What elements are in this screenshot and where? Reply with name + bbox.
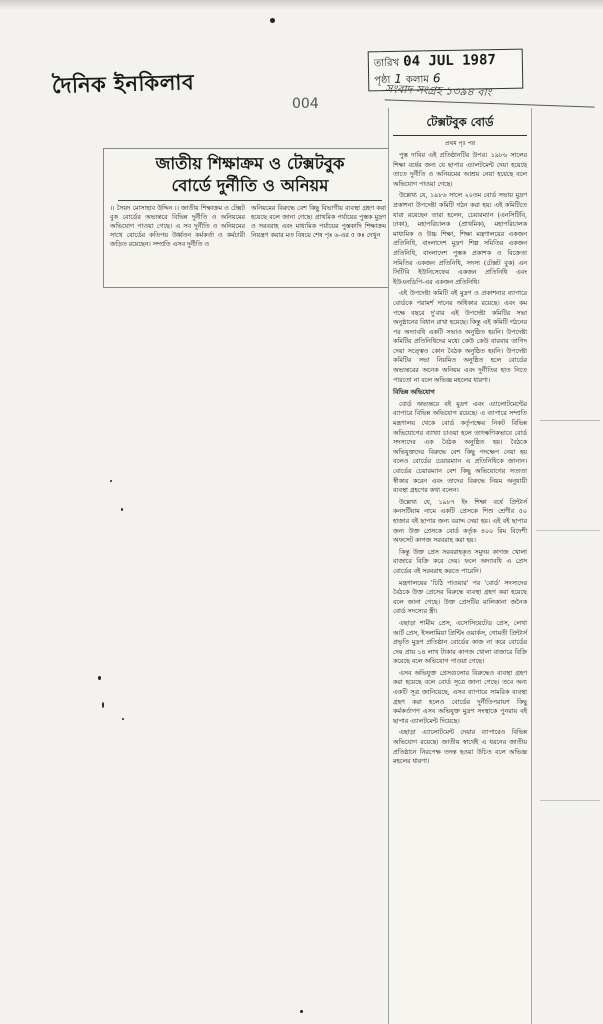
handwritten-note: সংবাদ সংগ্রহ ১৩৯৪ বাং [385, 80, 596, 107]
stamp-date-label: তারিখ [373, 57, 400, 70]
left-article-clipping [103, 148, 391, 288]
article-paragraph: এই উপদেষ্টা কমিটি বই মুদ্রণ ও প্রকাশনার ব্যাপারে বোর্ডকে পরামর্শ দানের অধিকার রয়েছে। এবং কম পক্ষে বছরে দু'বার এই উপদেষ্টা কমিটির সভা অনুষ্ঠানের বিধান রাখা হয়েছে। কিন্তু এই কমিটি গঠনের পর অদ্যাবধি একটি সভাও অনুষ্ঠিত হয়নি। উপদেষ্টা কমিটির প্রতিনিধিদের মধ্যে কেউ কেউ বারবার তাগিদ দেয়া সত্ত্বেও কোন বৈঠক অনুষ্ঠিত হয়নি। উপদেষ্টা কমিটির সভা নিয়মিত অনুষ্ঠিত হলে বোর্ডের অভ্যন্তরের অনেক অনিয়ম এবং দুর্নীতির হাত নিতে পারতো না বলে অভিজ্ঞ মহলের ধারণা। [393, 290, 527, 384]
article-paragraph: উল্লেখ্য যে, ১৯৮৬ সালে ২০তম বোর্ড সভায় মুদ্রণ প্রকাশনা উপদেষ্টা কমিটি গঠন করা হয়। এই কমিটিতে যারা রয়েছেন তারা হলেন, চেয়ারম্যান (এনসিটিবি, ঢাকা), মহাপরিচালক (প্রাথমিক), মহাপরিচালক মাধ্যমিক ও উচ্চ শিক্ষা, শিক্ষা মন্ত্রণালয়ের একজন প্রতিনিধি, বাংলাদেশ মুদ্রণ শিল্প সমিতির একজন প্রতিনিধি, বাংলাদেশ পুস্তক প্রকাশক ও বিক্রেতা সমিতির একজন প্রতিনিধি, সদস্য (টেক্সট বুক) এন সিটিবি ইউনিসেফের একজন প্রতিনিধি এবং ইউএনডিপি-এর একজন প্রতিনিধি। [393, 192, 527, 286]
article-paragraph: মন্ত্রণালয়ের 'চিঠি পাওয়ার' পর 'বোর্ড' সদস্যদের বৈঠকে উক্ত প্রেসের বিরুদ্ধে ব্যবস্থা গ্রহণ করা হয়েছে বলে জানা গেছে। উক্ত প্রেসটির মালিকানা জনৈক বোর্ড সদস্যের স্ত্রী। [393, 579, 527, 616]
article-paragraph: কিন্তু উক্ত প্রেস সরবরাহকৃত সমুদয় কাগজ খোলা বাজারে বিক্রি করে দেয়। ফলে অদ্যাবধি এ প্রেস বোর্ডের বই সরবরাহ করতে পারেনি। [393, 548, 527, 575]
right-article-body [389, 151, 531, 767]
right-article-headline: টেক্সটবুক বোর্ড [393, 114, 527, 136]
scan-edge-dash [540, 420, 600, 421]
left-article-column-1: ।। সৈয়দ মোসাহাব উদ্দিন ।। জাতীয় শিক্ষাক্রম ও টেক্সট বুক বোর্ডের অভ্যন্তরে বিভিন্ন দুর্নীতি ও অনিয়মের অভিযোগ পাওয়া গেছে। এ সব দুর্নীতি ও অনিয়মের সাথে বোর্ডের কতিপয় উর্ধ্বতন কর্মকর্তা ও কর্মচারী জড়িত রয়েছেন। সম্প্রতি এসব দুর্নীতি ও [110, 205, 245, 248]
scan-speck [270, 18, 275, 23]
right-article-clipping [388, 108, 532, 1024]
article-paragraph: এছাড়া শামীম প্রেস, এসোসিয়েটেড প্রেস, লেখা আর্ট প্রেস, ইসলামিয়া প্রিন্টিং ওয়ার্কস, গোমতী প্রিন্টার্স প্রভৃতি মুদ্রণ প্রতিষ্ঠান বোর্ডের কাজ না করে বোর্ডের দেয় প্রায় ১৪ লাখ টাকার কাগজ খোলা বাজারে বিক্রি করেছে বলে অভিযোগ পাওয়া গেছে। [393, 619, 527, 666]
article-paragraph: এছাড়া এ্যালোটমেন্ট দেয়ার ব্যাপারেও বিভিন্ন অভিযোগ রয়েছে। জাতীয় স্বার্থেই এ ধরনের জাতীয় প্রতিষ্ঠানে নিরপেক্ষ তদন্ত হওয়া উচিত বলে অভিজ্ঞ মহলের ধারণা। [393, 729, 527, 766]
handwritten-page-mark: 004 [292, 96, 319, 112]
headline-line-2: বোর্ডে দুর্নীতি ও অনিয়ম [171, 176, 329, 195]
scan-edge-dash [540, 800, 600, 801]
article-paragraph: উল্লেখ্য যে, ১৯৮৭ ইং শিক্ষা বর্ষে প্রিন্টার্স কনসর্টিয়াম নামে একটি প্রেসকে শিশু শ্রেণীর ৫০ হাজার বই ছাপার জন্য বরাদ্দ দেয়া হয়। এই বই ছাপার জন্য উক্ত প্রেসকে বোর্ড কর্তৃক ৪০০ রিম বিদেশী অফসেট কাগজ সরবরাহ করা হয়। [393, 498, 527, 545]
scan-speck [300, 1010, 303, 1013]
stamp-date: 04 JUL 1987 [403, 52, 497, 70]
headline-line-1: জাতীয় শিক্ষাক্রম ও টেক্সটবুক [155, 154, 345, 173]
article-subheading: বিভিন্ন অভিযোগ [393, 389, 435, 397]
newspaper-masthead: দৈনিক ইনকিলাব [51, 69, 195, 98]
left-article-column-2: অনিয়মের বিরুদ্ধে বেশ কিছু বিভাগীয় ব্যবস্থা গ্রহণ করা হয়েছে বলে জানা গেছে। প্রাথমিক পর্যায়ের পুস্তক মুদ্রণ ও সরবরাহ এবং মাধ্যমিক পর্যায়ের পুস্তকাদি শিক্ষাক্রম নিয়ন্ত্রণ করার মত বিষয়ে শেষ পৃঃ ৬-এর ৫ কঃ দেখুন [251, 205, 386, 239]
right-article-continuation: প্রথম পৃঃ পর [444, 140, 476, 147]
stamp-column-label: কলাম [405, 74, 430, 86]
article-paragraph: এসব অভিযুক্ত প্রেসগুলোর বিরুদ্ধেও ব্যবস্থা গ্রহণ করা হয়েছে বলে বোর্ড সূত্রে জানা গেছে। তবে অন্য একটি সূত্র জানিয়েছে, এসব ব্যাপারে সামরিক ব্যবস্থা গ্রহণ করা হলেও বোর্ডের দুর্নীতিপরায়ণ কিছু কর্মকর্তাগণ এসব অভিযুক্ত মুদ্রণ সংস্থাকে পুনরায় বই ছাপার এ্যালটমেন্ট দিয়েছে। [393, 669, 527, 725]
stamp-page-value: 1 [394, 71, 403, 86]
stamp-column-value: 6 [432, 71, 441, 86]
left-article-columns [104, 201, 390, 290]
scan-speck [122, 718, 124, 720]
scan-edge-dash [536, 530, 600, 531]
scan-speck [121, 508, 123, 511]
top-edge-shadow [0, 0, 603, 10]
stamp-page-label: পৃষ্ঠা [374, 74, 391, 87]
left-article-headline [118, 153, 382, 201]
scan-speck [110, 480, 112, 482]
scan-speck [98, 676, 101, 680]
scan-speck [102, 702, 104, 708]
article-paragraph: বোর্ড অভ্যন্তরে বই মুদ্রণ এবং এ্যালোটমেন্টের ব্যাপারে বিভিন্ন অভিযোগ রয়েছে। এ ব্যাপারে সম্প্রতি মন্ত্রণালয় থেকে বোর্ড কর্তৃপক্ষের নিকট বিভিন্ন অভিযোগের ব্যাখ্যা চাওয়া হলে তাৎক্ষণিকভাবে বোর্ড সদস্যদের এক বৈঠক অনুষ্ঠিত হয়। বৈঠকে অভিযুক্তদের বিরুদ্ধে বেশ কিছু পদক্ষেপ নেয়া হয় বলেও বোর্ডের চেয়ারম্যান এ প্রতিনিধিকে জানান। বোর্ডের চেয়ারম্যান বেশ কিছু অভিযোগের সত্যতা স্বীকার করেন এবং তাদের বিরুদ্ধে নিয়ম অনুযায়ী ব্যবস্থা গ্রহণের কথা বলেন। [393, 400, 527, 495]
article-paragraph: পুস্ত দাবির এই প্রতিষ্ঠানটির উপর। ১৯৮৬ সালের শিক্ষা বর্ষের জন্য যে ছাপার এ্যালটমেন্ট দেয়া হয়েছে তাতে দুর্নীতি ও অনিয়মের আশ্রয় নেয়া হয়েছে বলে অভিযোগ পাওয়া গেছে। [393, 152, 527, 188]
